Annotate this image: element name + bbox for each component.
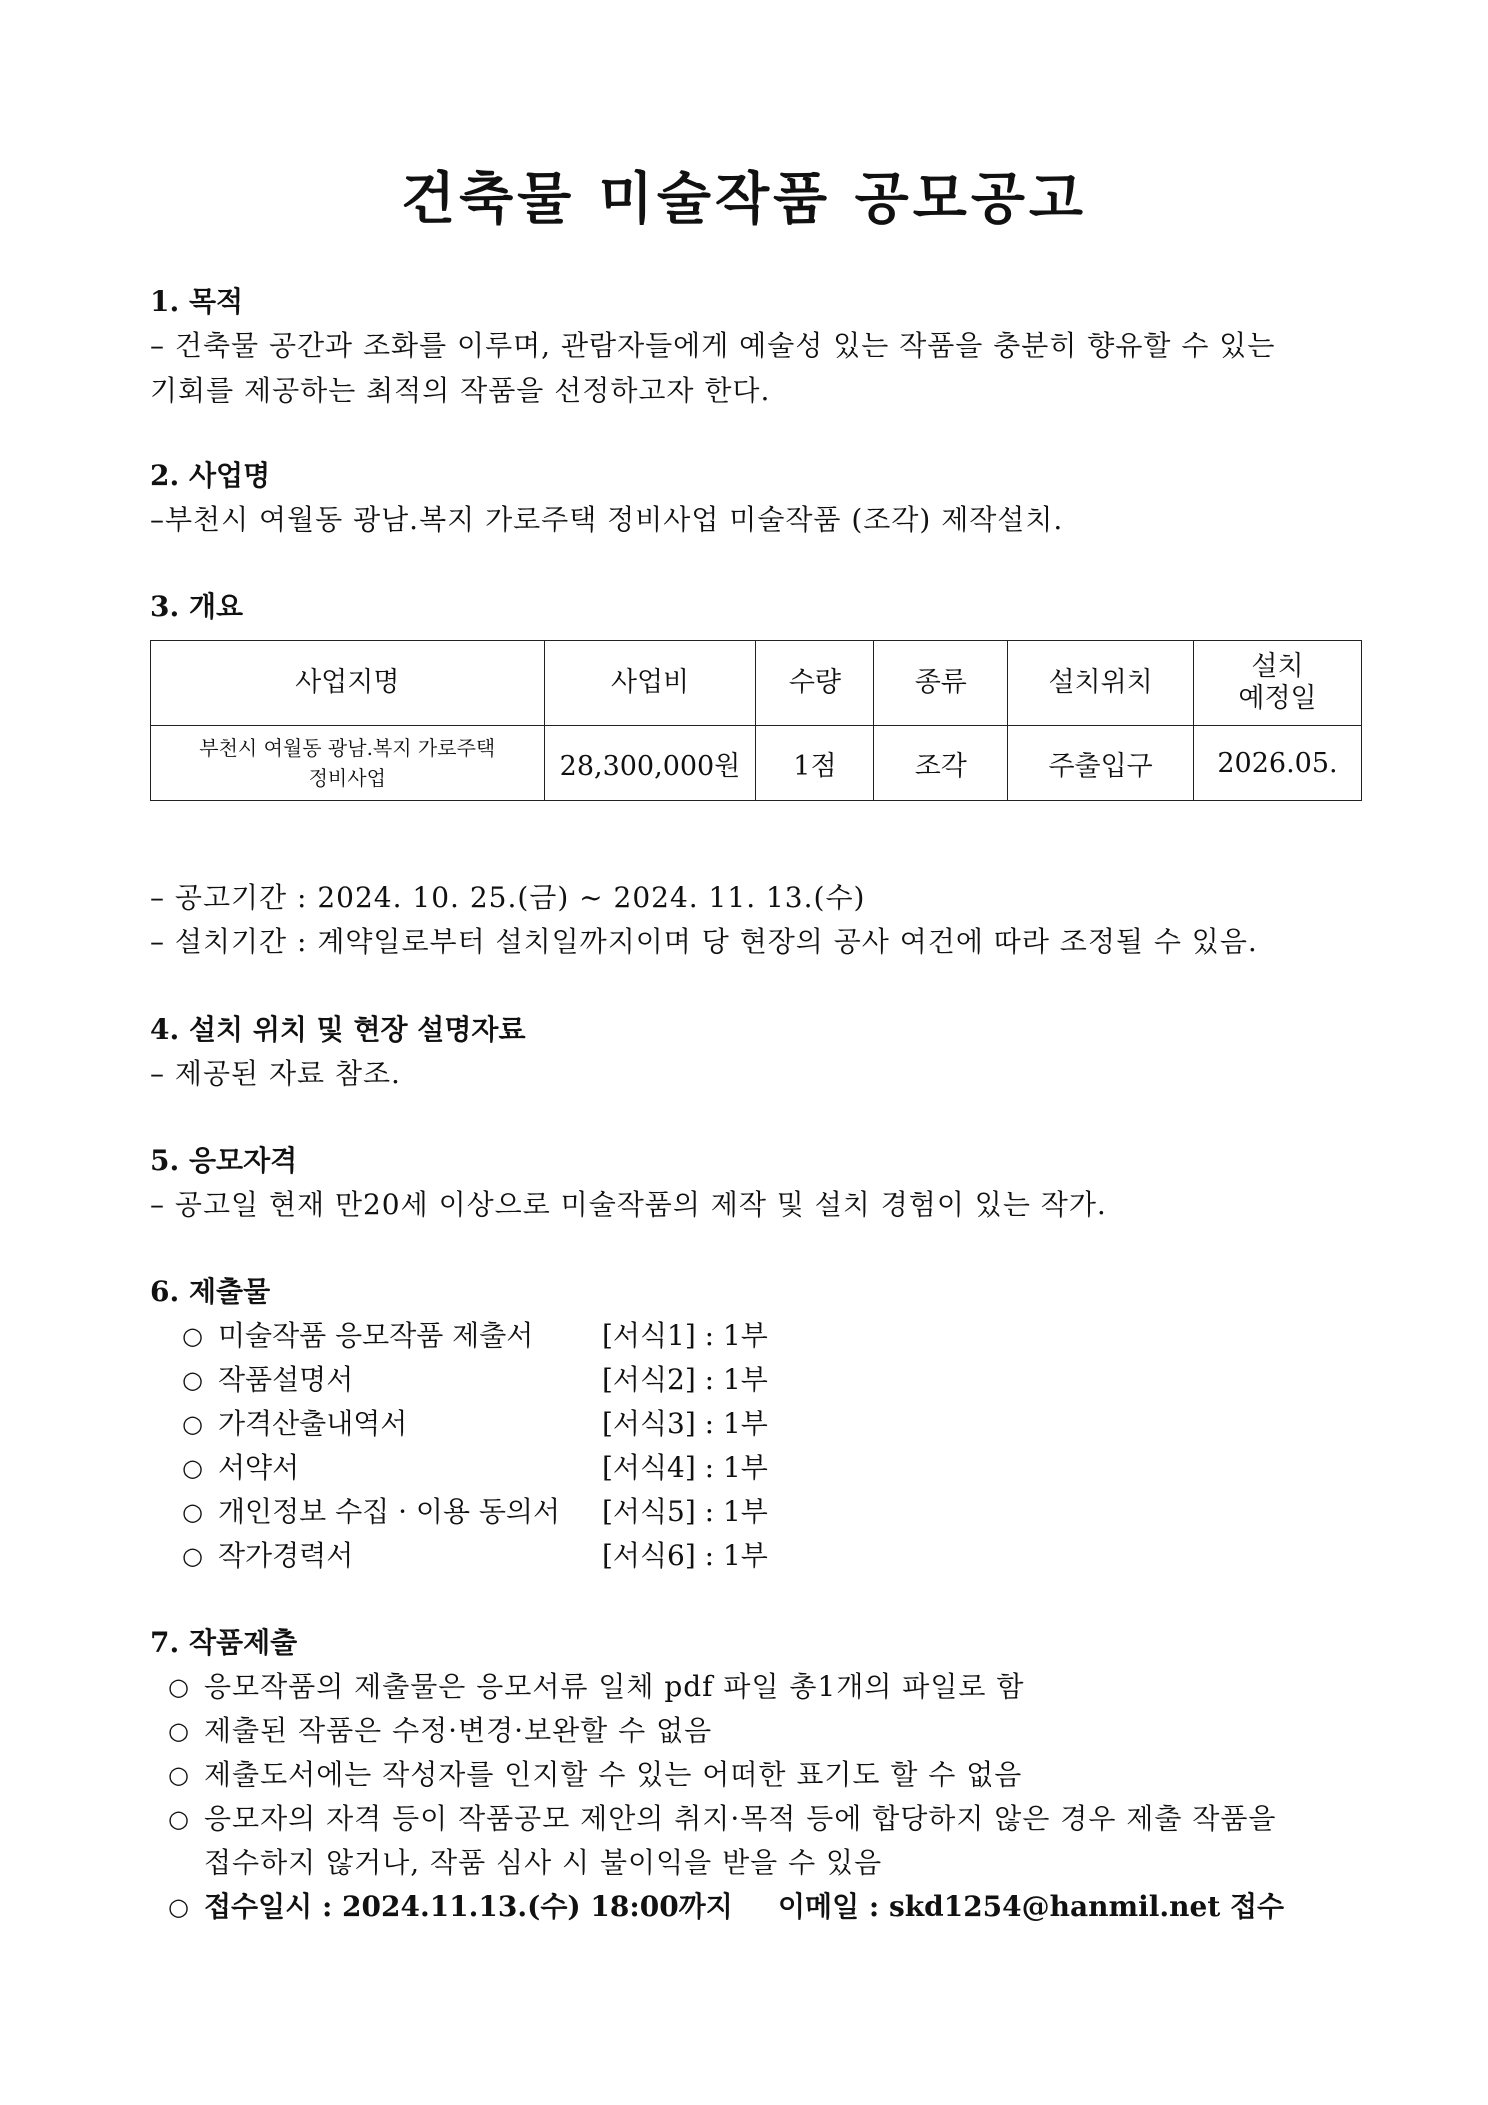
overview-table — [150, 640, 1362, 801]
bullet-icon: ○ — [182, 1454, 203, 1482]
list-item-form: [서식2] : 1부 — [602, 1363, 768, 1396]
page-title: 건축물 미술작품 공모공고 — [400, 166, 1088, 232]
header-install-location: 설치위치 — [1008, 641, 1194, 726]
list-item-text: 제출도서에는 작성자를 인지할 수 있는 어떠한 표기도 할 수 없음 — [204, 1758, 1023, 1791]
header-quantity: 수량 — [756, 641, 874, 726]
cell-type: 조각 — [874, 726, 1008, 801]
bullet-icon: ○ — [182, 1322, 203, 1350]
bullet-icon: ○ — [168, 1673, 189, 1701]
header-install-date-line-2: 예정일 — [1238, 683, 1317, 714]
header-install-date-line-1: 설치 — [1251, 651, 1304, 682]
bullet-icon: ○ — [182, 1498, 203, 1526]
list-item-form: [서식6] : 1부 — [602, 1539, 768, 1572]
list-item-name: 작가경력서 — [218, 1539, 354, 1572]
section-1-text-line-2: 기회를 제공하는 최적의 작품을 선정하고자 한다. — [150, 374, 771, 407]
bullet-icon: ○ — [168, 1717, 189, 1745]
bullet-icon: ○ — [168, 1761, 189, 1789]
list-item-text-continued: 접수하지 않거나, 작품 심사 시 불이익을 받을 수 있음 — [204, 1846, 883, 1879]
cell-project-site-line-2: 정비사업 — [308, 766, 386, 790]
email-text: 이메일 : skd1254@hanmil.net 접수 — [778, 1890, 1285, 1923]
list-item-text: 응모자의 자격 등이 작품공모 제안의 취지·목적 등에 합당하지 않은 경우 제출 작품을 — [204, 1802, 1277, 1835]
list-item-form: [서식4] : 1부 — [602, 1451, 768, 1484]
bullet-icon: ○ — [168, 1805, 189, 1833]
section-5-heading: 5. 응모자격 — [150, 1144, 298, 1177]
section-2-text: –부천시 여월동 광남.복지 가로주택 정비사업 미술작품 (조각) 제작설치. — [150, 503, 1064, 536]
install-period: – 설치기간 : 계약일로부터 설치일까지이며 당 현장의 공사 여건에 따라 조정될 수 있음. — [150, 925, 1258, 958]
section-7-heading: 7. 작품제출 — [150, 1626, 298, 1659]
list-item-name: 작품설명서 — [218, 1363, 354, 1396]
bullet-icon: ○ — [168, 1892, 189, 1921]
list-item-form: [서식3] : 1부 — [602, 1407, 768, 1440]
section-2-heading: 2. 사업명 — [150, 459, 271, 492]
list-item-form: [서식1] : 1부 — [602, 1319, 768, 1352]
list-item-name: 가격산출내역서 — [218, 1407, 408, 1440]
cell-budget: 28,300,000원 — [544, 726, 756, 801]
header-budget: 사업비 — [544, 641, 756, 726]
table-header-row — [151, 641, 1362, 726]
cell-install-date: 2026.05. — [1194, 726, 1362, 801]
header-project-site: 사업지명 — [151, 641, 545, 726]
section-3-heading: 3. 개요 — [150, 590, 244, 623]
table-row — [151, 726, 1362, 801]
notice-period: – 공고기간 : 2024. 10. 25.(금) ~ 2024. 11. 13.(수) — [150, 881, 866, 914]
bullet-icon: ○ — [182, 1542, 203, 1570]
cell-project-site-line-1: 부천시 여월동 광남.복지 가로주택 — [199, 736, 496, 760]
list-item-text: 응모작품의 제출물은 응모서류 일체 pdf 파일 총1개의 파일로 함 — [204, 1670, 1025, 1703]
cell-quantity: 1점 — [756, 726, 874, 801]
list-item-form: [서식5] : 1부 — [602, 1495, 768, 1528]
section-1-text-line-1: – 건축물 공간과 조화를 이루며, 관람자들에게 예술성 있는 작품을 충분히 향유할 수 있는 — [150, 329, 1276, 362]
list-item-text: 제출된 작품은 수정·변경·보완할 수 없음 — [204, 1714, 713, 1747]
bullet-icon: ○ — [182, 1410, 203, 1438]
list-item-name: 미술작품 응모작품 제출서 — [218, 1319, 534, 1352]
header-install-date — [1194, 641, 1362, 726]
bullet-icon: ○ — [182, 1366, 203, 1394]
section-4-text: – 제공된 자료 참조. — [150, 1057, 401, 1090]
section-4-heading: 4. 설치 위치 및 현장 설명자료 — [150, 1013, 526, 1046]
list-item-name: 개인정보 수집 · 이용 동의서 — [218, 1495, 561, 1528]
list-item-name: 서약서 — [218, 1451, 300, 1484]
section-6-heading: 6. 제출물 — [150, 1275, 271, 1308]
cell-project-site — [151, 726, 545, 801]
section-5-text: – 공고일 현재 만20세 이상으로 미술작품의 제작 및 설치 경험이 있는 작가. — [150, 1188, 1107, 1221]
deadline-text: 접수일시 : 2024.11.13.(수) 18:00까지 — [204, 1890, 733, 1923]
section-1-heading: 1. 목적 — [150, 285, 244, 318]
header-type: 종류 — [874, 641, 1008, 726]
cell-install-location: 주출입구 — [1008, 726, 1194, 801]
